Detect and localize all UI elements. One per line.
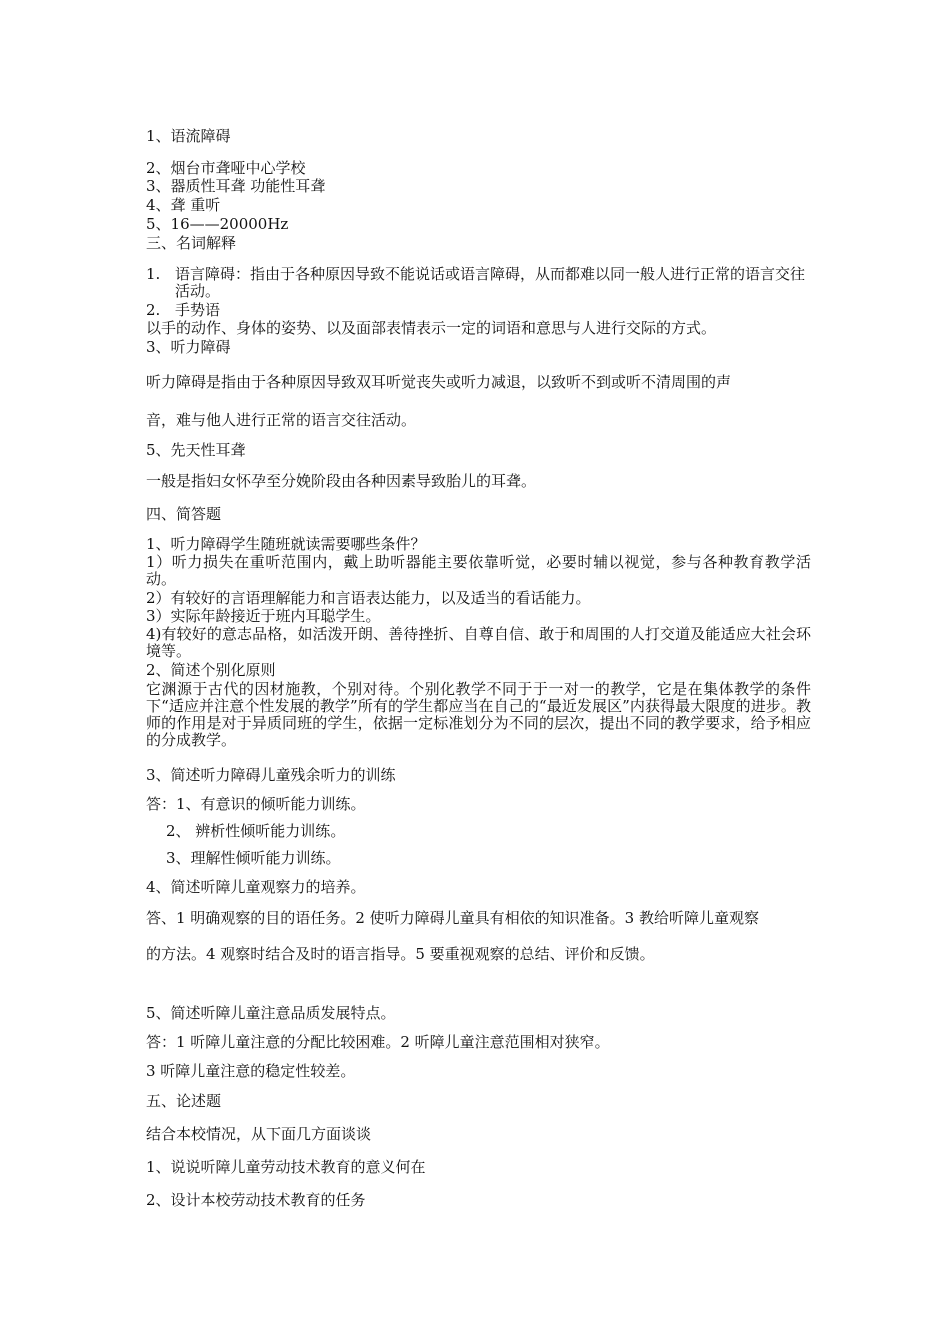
text-line: 2、烟台市聋哑中心学校	[146, 159, 306, 177]
term-title: 手势语	[175, 301, 221, 319]
question-title: 2、简述个别化原则	[146, 661, 276, 679]
question-title: 5、简述听障儿童注意品质发展特点。	[146, 1004, 396, 1022]
text-line: 结合本校情况，从下面几方面谈谈	[146, 1125, 372, 1143]
text-line: 5、16——20000Hz	[146, 215, 289, 233]
text-line: 的方法。4 观察时结合及时的语言指导。5 要重视观察的总结、评价和反馈。	[146, 945, 655, 963]
text-line: 2、设计本校劳动技术教育的任务	[146, 1191, 366, 1209]
section-heading: 四、简答题	[146, 505, 222, 523]
term-definition: 语言障碍：指由于各种原因导致不能说话或语言障碍，从而都难以同一般人进行正常的语言交往活动。	[175, 265, 806, 300]
question-title: 1、听力障碍学生随班就读需要哪些条件？	[146, 535, 426, 553]
question-title: 3、简述听力障碍儿童残余听力的训练	[146, 766, 396, 784]
text-line: 2）有较好的言语理解能力和言语表达能力，以及适当的看话能力。	[146, 589, 591, 607]
text-line: 2、 辨析性倾听能力训练。	[166, 822, 346, 840]
section-heading: 五、论述题	[146, 1092, 222, 1110]
text-line: 5、先天性耳聋	[146, 441, 246, 459]
answer-paragraph: 4)有较好的意志品格，如活泼开朗、善待挫折、自尊自信、敢于和周围的人打交道及能适应大社会环境等。	[146, 625, 811, 660]
text-line: 3 听障儿童注意的稳定性较差。	[146, 1062, 356, 1080]
text-line: 答：1 听障儿童注意的分配比较困难。2 听障儿童注意范围相对狭窄。	[146, 1033, 610, 1051]
text-line: 4、聋 重听	[146, 196, 221, 214]
text-line: 一般是指妇女怀孕至分娩阶段由各种因素导致胎儿的耳聋。	[146, 472, 537, 490]
text-line: 1、说说听障儿童劳动技术教育的意义何在	[146, 1158, 426, 1176]
answer-paragraph: 1）听力损失在重听范围内，戴上助听器能主要依靠听觉，必要时辅以视觉，参与各种教育教学活动。	[146, 553, 811, 588]
text-line: 3）实际年龄接近于班内耳聪学生。	[146, 607, 381, 625]
text-line: 1、语流障碍	[146, 127, 231, 145]
list-number: 1.	[146, 265, 161, 283]
list-number: 2.	[146, 301, 161, 319]
section-heading: 三、名词解释	[146, 234, 237, 252]
text-line: 3、理解性倾听能力训练。	[166, 849, 341, 867]
text-line: 答、1 明确观察的目的语任务。2 使听力障碍儿童具有相依的知识准备。3 教给听障儿童观察	[146, 909, 759, 927]
text-line: 以手的动作、身体的姿势、以及面部表情表示一定的词语和意思与人进行交际的方式。	[146, 319, 717, 337]
text-line: 3、器质性耳聋 功能性耳聋	[146, 177, 326, 195]
text-line: 3、听力障碍	[146, 338, 231, 356]
answer-paragraph: 它渊源于古代的因材施教，个别对待。个别化教学不同于于一对一的教学，它是在集体教学的条件下“适应并注意个性发展的教学”所有的学生都应当在自己的“最近发展区”内获得最大限度的进步。教师的作用是对于异质同班的学生，依据一定标准划分为不同的层次，提出不同的教学要求，给予相应的分成教学。	[146, 680, 811, 749]
question-title: 4、简述听障儿童观察力的培养。	[146, 878, 366, 896]
text-line: 答：1、有意识的倾听能力训练。	[146, 795, 366, 813]
text-line: 音，难与他人进行正常的语言交往活动。	[146, 411, 417, 429]
text-line: 听力障碍是指由于各种原因导致双耳听觉丧失或听力减退，以致听不到或听不清周围的声	[146, 373, 732, 391]
